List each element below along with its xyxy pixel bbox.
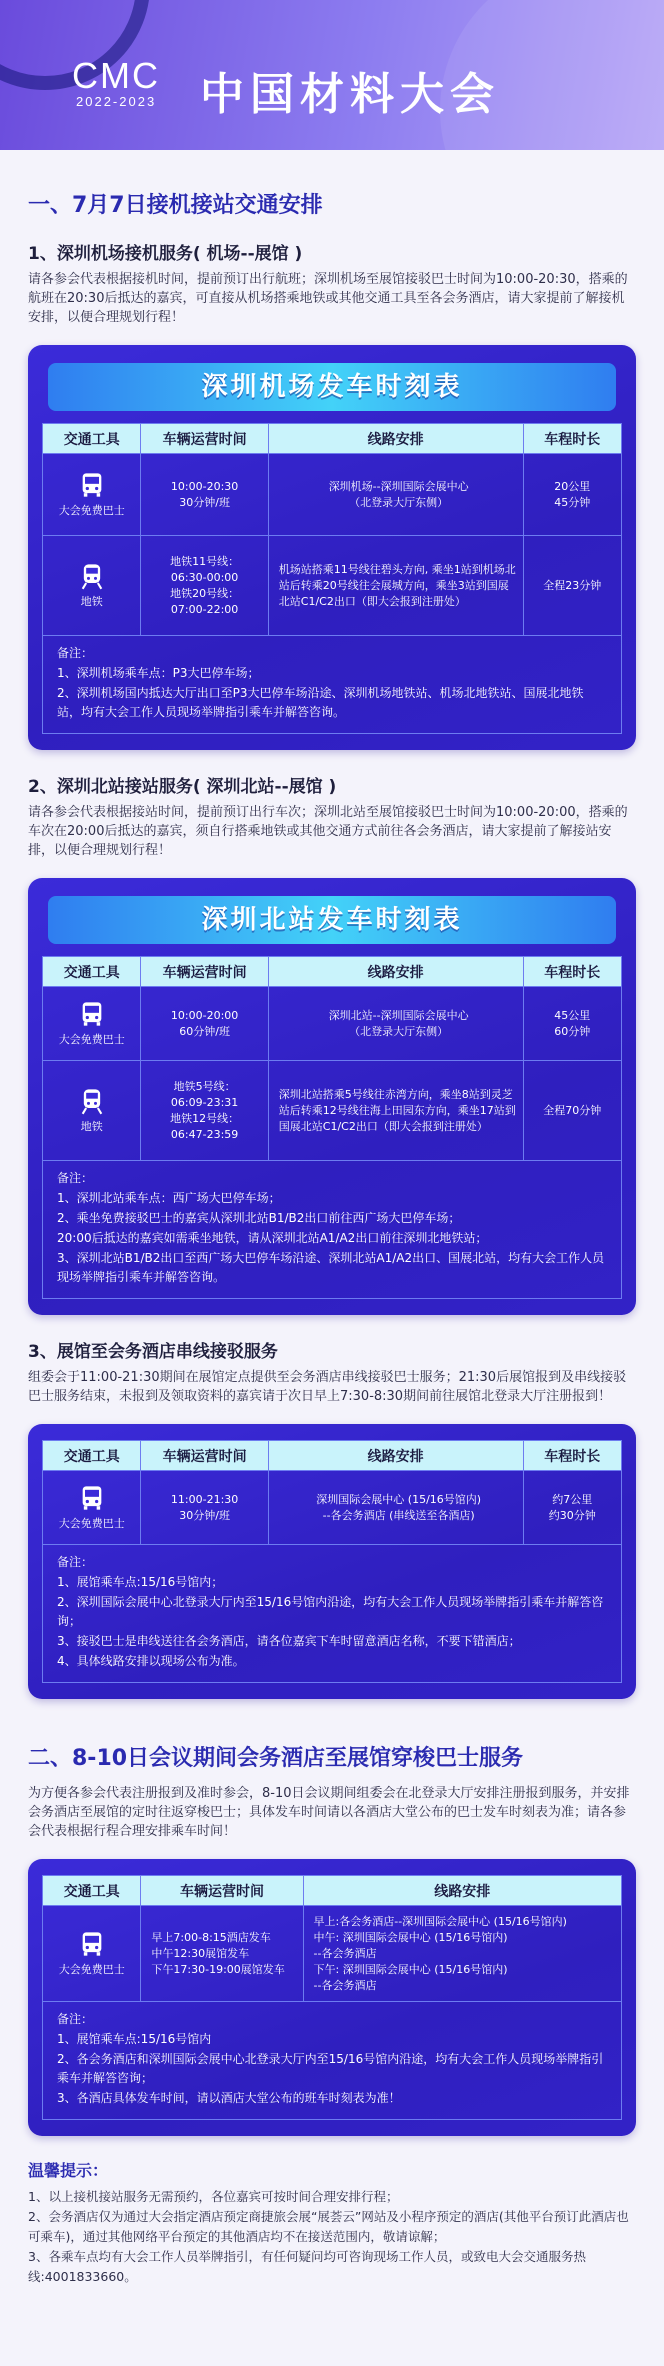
bus-icon [78,1484,106,1512]
mode-label: 大会免费巴士 [58,1032,125,1046]
route-cell: 深圳北站搭乘5号线往赤湾方向，乘坐8站到灵芝站后转乘12号线往海上田园东方向，乘坐17站到国展北站C1/C2出口（即大会报到注册处） [268,1061,523,1161]
logo-years: 2022-2023 [76,94,157,109]
duration-cell: 45公里 60分钟 [523,987,621,1061]
airport-paragraph: 请各参会代表根据接机时间，提前预订出行航班；深圳机场至展馆接驳巴士时间为10:00-20:30，搭乘的航班在20:30后抵达的嘉宾，可直接从机场搭乘地铁或其他交通工具至各会务酒店，请大家提前了解接机安排，以便合理规划行程！ [28,272,628,325]
note-line: 1、展馆乘车点:15/16号馆内； [57,1575,224,1589]
bus-icon [78,1930,106,1958]
bus-icon [78,1000,106,1028]
column-header: 线路安排 [303,1876,621,1906]
airport-timetable [42,423,622,636]
mode-label: 地铁 [80,1119,103,1133]
cmc-logo [72,55,160,109]
table-header-row [43,957,622,987]
column-header: 交通工具 [43,957,141,987]
column-header: 交通工具 [43,424,141,454]
north-station-paragraph: 请各参会代表根据接站时间，提前预订出行车次；深圳北站至展馆接驳巴士时间为10:00-20:00，搭乘的车次在20:00后抵达的嘉宾，须自行搭乘地铁或其他交通方式前往各会务酒店，请大家提前了解接站安排，以便合理规划行程！ [28,805,628,858]
note-line: 1、深圳机场乘车点：P3大巴停车场； [57,666,260,680]
column-header: 交通工具 [43,1876,141,1906]
metro-train-icon [78,562,106,590]
table-header-row [43,1441,622,1471]
column-header: 线路安排 [268,957,523,987]
note-line: 2、各会务酒店和深圳国际会展中心北登录大厅内至15/16号馆内沿途，均有大会工作人员现场举牌指引乘车并解答咨询； [57,2052,604,2085]
table-header-row [43,1876,622,1906]
mode-label: 大会免费巴士 [58,503,125,517]
metro-train-icon [78,1087,106,1115]
duration-cell: 全程23分钟 [523,536,621,636]
airport-notes [42,636,622,734]
column-header: 交通工具 [43,1441,141,1471]
column-header: 车程时长 [523,424,621,454]
note-line: 3、深圳北站B1/B2出口至西广场大巴停车场沿途、深圳北站A1/A2出口、国展北站，均有大会工作人员现场举牌指引乘车并解答咨询。 [57,1251,605,1284]
route-cell: 早上:各会务酒店--深圳国际会展中心 (15/16号馆内) 中午: 深圳国际会展中心 (15/16号馆内) --各会务酒店 下午: 深圳国际会展中心 (15/16号馆内) --各会务酒店 [303,1906,621,2002]
airport-card-title: 深圳机场发车时刻表 [48,363,616,411]
hotel-shuttle-table [42,1875,622,2002]
column-header: 车程时长 [523,957,621,987]
note-line: 2、深圳国际会展中心北登录大厅内至15/16号馆内沿途，均有大会工作人员现场举牌指引乘车并解答咨询； [57,1595,604,1628]
note-line: 4、具体线路安排以现场公布为准。 [57,1654,245,1668]
column-header: 车辆运营时间 [141,1441,268,1471]
mode-label: 地铁 [80,594,103,608]
note-line: 1、展馆乘车点:15/16号馆内 [57,2032,212,2046]
shuttle-paragraph: 组委会于11:00-21:30期间在展馆定点提供至会务酒店串线接驳巴士服务；21:30后展馆报到及串线接驳巴士服务结束，未报到及领取资料的嘉宾请于次日早上7:30-8:30期间前往展馆北登录大厅注册报到！ [28,1370,627,1404]
note-line: 2、深圳机场国内抵达大厅出口至P3大巴停车场沿途、深圳机场地铁站、机场北地铁站、国展北地铁站，均有大会工作人员现场举牌指引乘车并解答咨询。 [57,686,584,719]
table-row [43,987,622,1061]
page-title: 中国材料大会 [200,69,500,120]
table-row [43,1906,622,2002]
hotel-shuttle-card [28,1859,636,2136]
hotel-shuttle-notes [42,2002,622,2120]
mode-cell [43,454,141,536]
north-station-notes [42,1161,622,1299]
tips-section [28,2158,636,2307]
tip-item: 2、会务酒店仅为通过大会指定酒店预定商捷旅会展“展荟云”网站及小程序预定的酒店(其他平台预订此酒店也可乘车)，通过其他网络平台预定的其他酒店均不在接送范围内，敬请谅解； [28,2209,629,2244]
logo-text: CMC [72,55,160,96]
note-line: 备注： [57,2012,94,2026]
tip-item: 1、以上接机接站服务无需预约，各位嘉宾可按时间合理安排行程； [28,2189,399,2204]
time-cell: 10:00-20:00 60分钟/班 [141,987,268,1061]
note-line: 备注： [57,1171,94,1185]
route-cell: 机场站搭乘11号线往碧头方向, 乘坐1站到机场北站后转乘20号线往会展城方向，乘坐3站到国展北站C1/C2出口（即大会报到注册处） [268,536,523,636]
north-station-card-title: 深圳北站发车时刻表 [48,896,616,944]
time-cell: 地铁5号线： 06:09-23:31 地铁12号线： 06:47-23:59 [141,1061,268,1161]
mode-cell [43,1061,141,1161]
tips-title: 温馨提示： [28,2161,109,2180]
time-cell: 11:00-21:30 30分钟/班 [141,1471,268,1545]
table-header-row [43,424,622,454]
time-cell: 早上7:00-8:15酒店发车 中午12:30展馆发车 下午17:30-19:00展馆发车 [141,1906,303,2002]
section-2-paragraph: 为方便各参会代表注册报到及准时参会，8-10日会议期间组委会在北登录大厅安排注册报到服务，并安排会务酒店至展馆的定时往返穿梭巴士；具体发车时间请以各酒店大堂公布的巴士发车时刻表为准；请各参会代表根据行程合理安排乘车时间！ [28,1786,630,1839]
route-cell: 深圳北站--深圳国际会展中心 （北登录大厅东侧） [268,987,523,1061]
mode-cell [43,987,141,1061]
duration-cell: 约7公里 约30分钟 [523,1471,621,1545]
column-header: 车辆运营时间 [141,1876,303,1906]
mode-cell [43,1471,141,1545]
shuttle-timetable-card [28,1424,636,1699]
note-line: 3、接驳巴士是串线送往各会务酒店，请各位嘉宾下车时留意酒店名称，不要下错酒店； [57,1634,521,1648]
column-header: 线路安排 [268,424,523,454]
table-row [43,1061,622,1161]
main-content [0,150,664,2307]
table-row [43,1471,622,1545]
shuttle-subheading: 3、展馆至会务酒店串线接驳服务 [28,1342,278,1362]
note-line: 3、各酒店具体发车时间，请以酒店大堂公布的班车时刻表为准！ [57,2091,401,2105]
mode-cell [43,536,141,636]
note-line: 2、乘坐免费接驳巴士的嘉宾从深圳北站B1/B2出口前往西广场大巴停车场； [57,1211,461,1225]
section-1-heading: 一、7月7日接机接站交通安排 [28,193,323,218]
column-header: 车辆运营时间 [141,957,268,987]
north-station-timetable [42,956,622,1161]
mode-label: 大会免费巴士 [58,1962,125,1976]
airport-timetable-card [28,345,636,750]
mode-label: 大会免费巴士 [58,1516,125,1530]
section-2-heading: 二、8-10日会议期间会务酒店至展馆穿梭巴士服务 [28,1746,524,1771]
bus-icon [78,471,106,499]
route-cell: 深圳机场--深圳国际会展中心 （北登录大厅东侧） [268,454,523,536]
note-line: 备注： [57,646,94,660]
note-line: 1、深圳北站乘车点：西广场大巴停车场； [57,1191,281,1205]
tip-item: 3、各乘车点均有大会工作人员举牌指引，有任何疑问均可咨询现场工作人员，或致电大会交通服务热线:4001833660。 [28,2249,586,2284]
note-line: 20:00后抵达的嘉宾如需乘坐地铁，请从深圳北站A1/A2出口前往深圳北地铁站； [57,1231,488,1245]
note-line: 备注： [57,1555,94,1569]
shuttle-notes [42,1545,622,1683]
column-header: 车程时长 [523,1441,621,1471]
column-header: 车辆运营时间 [141,424,268,454]
north-station-timetable-card [28,878,636,1315]
table-row [43,454,622,536]
route-cell: 深圳国际会展中心 (15/16号馆内) --各会务酒店 (串线送至各酒店) [268,1471,523,1545]
column-header: 线路安排 [268,1441,523,1471]
duration-cell: 20公里 45分钟 [523,454,621,536]
time-cell: 地铁11号线： 06:30-00:00 地铁20号线： 07:00-22:00 [141,536,268,636]
time-cell: 10:00-20:30 30分钟/班 [141,454,268,536]
table-row [43,536,622,636]
airport-subheading: 1、深圳机场接机服务( 机场--展馆 ) [28,244,303,264]
north-station-subheading: 2、深圳北站接站服务( 深圳北站--展馆 ) [28,777,337,797]
header-banner [0,0,664,150]
mode-cell [43,1906,141,2002]
duration-cell: 全程70分钟 [523,1061,621,1161]
shuttle-timetable [42,1440,622,1545]
